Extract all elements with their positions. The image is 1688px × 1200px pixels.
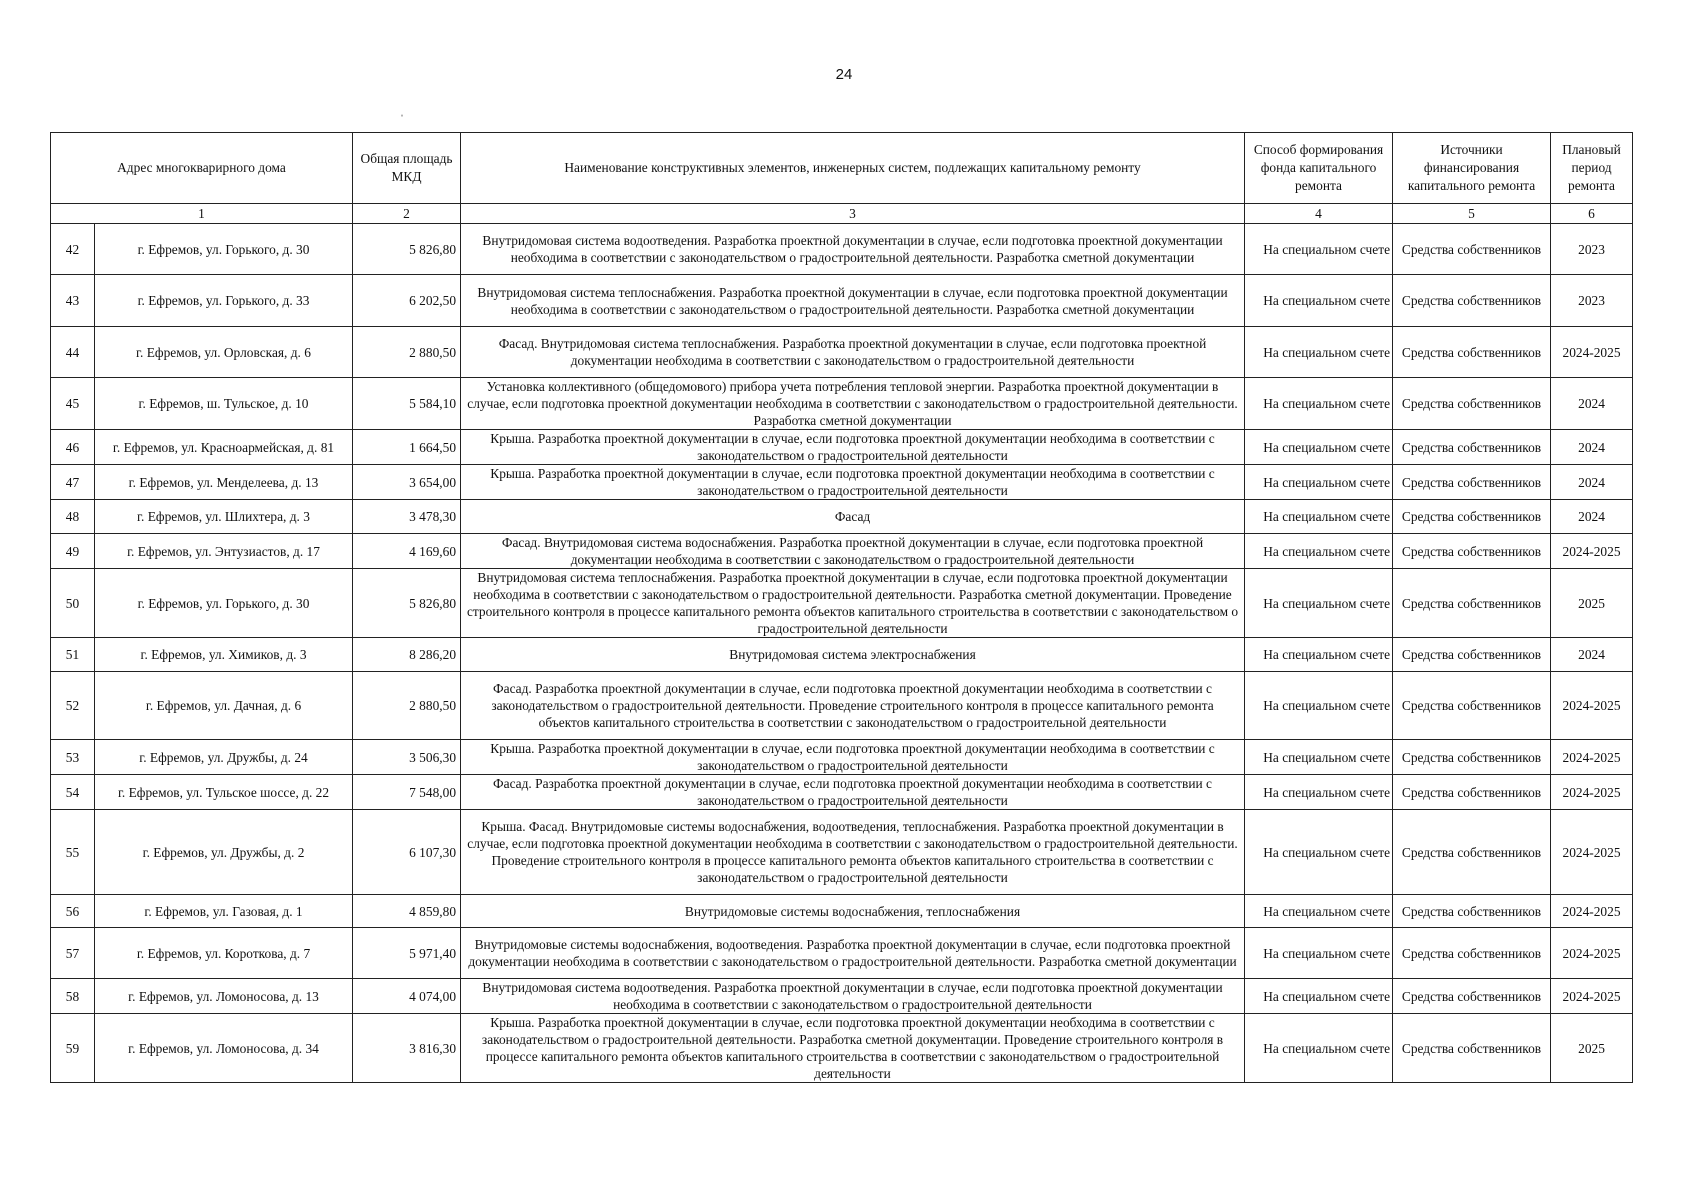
financing-source: Средства собственников (1393, 638, 1551, 672)
financing-source: Средства собственников (1393, 500, 1551, 534)
fund-method: На специальном счете (1245, 378, 1393, 430)
table-row (51, 775, 1633, 810)
total-area: 3 816,30 (353, 1014, 461, 1083)
repair-works: Фасад. Разработка проектной документации в случае, если подготовка проектной документации необходима в соответствии с законодательством о градостроительной деятельности. Проведение строительного контроля в процессе капитального ремонта объектов капитального строительства в соответствии с законодательством о градостроительной деятельности (461, 672, 1245, 740)
financing-source: Средства собственников (1393, 672, 1551, 740)
header-method: Способ формирования фонда капитального ремонта (1245, 133, 1393, 204)
table-row (51, 534, 1633, 569)
planned-period: 2024-2025 (1551, 740, 1633, 775)
planned-period: 2024 (1551, 500, 1633, 534)
table-row (51, 979, 1633, 1014)
table-row (51, 895, 1633, 928)
repair-works: Внутридомовая система электроснабжения (461, 638, 1245, 672)
table-row (51, 740, 1633, 775)
scan-mark: ˈ (400, 112, 404, 126)
repair-works: Внутридомовые системы водоснабжения, водоотведения. Разработка проектной документации в случае, если подготовка проектной документации необходима в соответствии с законодательством о градостроительной деятельности. Разработка сметной документации (461, 928, 1245, 979)
financing-source: Средства собственников (1393, 895, 1551, 928)
building-address: г. Ефремов, ул. Орловская, д. 6 (95, 327, 353, 378)
repair-works: Внутридомовая система теплоснабжения. Разработка проектной документации в случае, если подготовка проектной документации необходима в соответствии с законодательством о градостроительной деятельности. Разработка сметной документации (461, 275, 1245, 327)
table-row (51, 275, 1633, 327)
repair-works: Крыша. Фасад. Внутридомовые системы водоснабжения, водоотведения, теплоснабжения. Разработка проектной документации в случае, если подготовка проектной документации необходима в соответствии с законодательством о градостроительной деятельности. Проведение строительного контроля в процессе капитального ремонта объектов капитального строительства в соответствии с законодательством о градостроительной деятельности (461, 810, 1245, 895)
fund-method: На специальном счете (1245, 327, 1393, 378)
table-row (51, 327, 1633, 378)
financing-source: Средства собственников (1393, 378, 1551, 430)
table-row (51, 638, 1633, 672)
planned-period: 2024-2025 (1551, 534, 1633, 569)
financing-source: Средства собственников (1393, 465, 1551, 500)
table-row (51, 672, 1633, 740)
repair-works: Внутридомовые системы водоснабжения, теплоснабжения (461, 895, 1245, 928)
financing-source: Средства собственников (1393, 928, 1551, 979)
total-area: 7 548,00 (353, 775, 461, 810)
header-work: Наименование конструктивных элементов, инженерных систем, подлежащих капитальному ремонту (461, 133, 1245, 204)
fund-method: На специальном счете (1245, 224, 1393, 275)
financing-source: Средства собственников (1393, 569, 1551, 638)
building-address: г. Ефремов, ул. Дачная, д. 6 (95, 672, 353, 740)
building-address: г. Ефремов, ул. Горького, д. 30 (95, 569, 353, 638)
planned-period: 2024-2025 (1551, 928, 1633, 979)
fund-method: На специальном счете (1245, 810, 1393, 895)
fund-method: На специальном счете (1245, 895, 1393, 928)
fund-method: На специальном счете (1245, 638, 1393, 672)
financing-source: Средства собственников (1393, 810, 1551, 895)
building-address: г. Ефремов, ул. Горького, д. 30 (95, 224, 353, 275)
total-area: 6 107,30 (353, 810, 461, 895)
row-number: 58 (51, 979, 95, 1014)
total-area: 3 654,00 (353, 465, 461, 500)
header-area: Общая площадь МКД (353, 133, 461, 204)
row-number: 46 (51, 430, 95, 465)
repair-works: Фасад. Внутридомовая система водоснабжения. Разработка проектной документации в случае, если подготовка проектной документации необходима в соответствии с законодательством о градостроительной деятельности (461, 534, 1245, 569)
total-area: 5 584,10 (353, 378, 461, 430)
total-area: 2 880,50 (353, 327, 461, 378)
fund-method: На специальном счете (1245, 569, 1393, 638)
column-index-row (51, 204, 1633, 224)
planned-period: 2024 (1551, 465, 1633, 500)
planned-period: 2024 (1551, 430, 1633, 465)
planned-period: 2024 (1551, 638, 1633, 672)
row-number: 59 (51, 1014, 95, 1083)
total-area: 2 880,50 (353, 672, 461, 740)
table-row (51, 928, 1633, 979)
column-index: 3 (461, 204, 1245, 224)
repair-works: Фасад. Внутридомовая система теплоснабжения. Разработка проектной документации в случае, если подготовка проектной документации необходима в соответствии с законодательством о градостроительной деятельности (461, 327, 1245, 378)
total-area: 5 826,80 (353, 569, 461, 638)
table-row (51, 378, 1633, 430)
building-address: г. Ефремов, ул. Красноармейская, д. 81 (95, 430, 353, 465)
row-number: 42 (51, 224, 95, 275)
total-area: 1 664,50 (353, 430, 461, 465)
row-number: 53 (51, 740, 95, 775)
planned-period: 2024-2025 (1551, 775, 1633, 810)
table-row (51, 465, 1633, 500)
planned-period: 2023 (1551, 275, 1633, 327)
repair-works: Фасад. Разработка проектной документации в случае, если подготовка проектной документации необходима в соответствии с законодательством о градостроительной деятельности (461, 775, 1245, 810)
header-source: Источники финансирования капитального ремонта (1393, 133, 1551, 204)
fund-method: На специальном счете (1245, 430, 1393, 465)
table-row (51, 224, 1633, 275)
planned-period: 2024-2025 (1551, 895, 1633, 928)
repair-works: Крыша. Разработка проектной документации в случае, если подготовка проектной документации необходима в соответствии с законодательством о градостроительной деятельности (461, 740, 1245, 775)
financing-source: Средства собственников (1393, 327, 1551, 378)
total-area: 4 859,80 (353, 895, 461, 928)
repair-works: Внутридомовая система теплоснабжения. Разработка проектной документации в случае, если подготовка проектной документации необходима в соответствии с законодательством о градостроительной деятельности. Разработка сметной документации. Проведение строительного контроля в процессе капитального ремонта объектов капитального строительства в соответствии с законодательством о градостроительной деятельности (461, 569, 1245, 638)
total-area: 5 826,80 (353, 224, 461, 275)
financing-source: Средства собственников (1393, 224, 1551, 275)
table-row (51, 810, 1633, 895)
total-area: 4 074,00 (353, 979, 461, 1014)
header-row (51, 133, 1633, 204)
repair-works: Внутридомовая система водоотведения. Разработка проектной документации в случае, если подготовка проектной документации необходима в соответствии с законодательством о градостроительной деятельности. Разработка сметной документации (461, 224, 1245, 275)
planned-period: 2024-2025 (1551, 810, 1633, 895)
repair-works: Установка коллективного (общедомового) прибора учета потребления тепловой энергии. Разработка проектной документации в случае, если подготовка проектной документации необходима в соответствии с законодательством о градостроительной деятельности. Разработка сметной документации (461, 378, 1245, 430)
building-address: г. Ефремов, ул. Короткова, д. 7 (95, 928, 353, 979)
repair-works: Фасад (461, 500, 1245, 534)
building-address: г. Ефремов, ул. Тульское шоссе, д. 22 (95, 775, 353, 810)
repair-works: Внутридомовая система водоотведения. Разработка проектной документации в случае, если подготовка проектной документации необходима в соответствии с законодательством о градостроительной деятельности (461, 979, 1245, 1014)
total-area: 6 202,50 (353, 275, 461, 327)
header-address: Адрес многокварирного дома (51, 133, 353, 204)
building-address: г. Ефремов, ул. Менделеева, д. 13 (95, 465, 353, 500)
column-index: 2 (353, 204, 461, 224)
column-index: 1 (51, 204, 353, 224)
total-area: 5 971,40 (353, 928, 461, 979)
row-number: 52 (51, 672, 95, 740)
building-address: г. Ефремов, ул. Дружбы, д. 24 (95, 740, 353, 775)
repair-register-table (50, 132, 1633, 1083)
building-address: г. Ефремов, ул. Горького, д. 33 (95, 275, 353, 327)
row-number: 54 (51, 775, 95, 810)
fund-method: На специальном счете (1245, 500, 1393, 534)
building-address: г. Ефремов, ш. Тульское, д. 10 (95, 378, 353, 430)
total-area: 4 169,60 (353, 534, 461, 569)
fund-method: На специальном счете (1245, 928, 1393, 979)
repair-works: Крыша. Разработка проектной документации в случае, если подготовка проектной документации необходима в соответствии с законодательством о градостроительной деятельности (461, 430, 1245, 465)
table-row (51, 430, 1633, 465)
table-body (51, 224, 1633, 1083)
fund-method: На специальном счете (1245, 465, 1393, 500)
fund-method: На специальном счете (1245, 775, 1393, 810)
fund-method: На специальном счете (1245, 534, 1393, 569)
row-number: 48 (51, 500, 95, 534)
page-number: 24 (835, 66, 853, 83)
row-number: 50 (51, 569, 95, 638)
building-address: г. Ефремов, ул. Энтузиастов, д. 17 (95, 534, 353, 569)
row-number: 56 (51, 895, 95, 928)
building-address: г. Ефремов, ул. Ломоносова, д. 34 (95, 1014, 353, 1083)
financing-source: Средства собственников (1393, 775, 1551, 810)
total-area: 3 506,30 (353, 740, 461, 775)
column-index: 6 (1551, 204, 1633, 224)
building-address: г. Ефремов, ул. Дружбы, д. 2 (95, 810, 353, 895)
row-number: 55 (51, 810, 95, 895)
column-index: 4 (1245, 204, 1393, 224)
row-number: 49 (51, 534, 95, 569)
row-number: 57 (51, 928, 95, 979)
financing-source: Средства собственников (1393, 740, 1551, 775)
fund-method: На специальном счете (1245, 740, 1393, 775)
planned-period: 2024-2025 (1551, 979, 1633, 1014)
planned-period: 2024 (1551, 378, 1633, 430)
building-address: г. Ефремов, ул. Химиков, д. 3 (95, 638, 353, 672)
planned-period: 2025 (1551, 1014, 1633, 1083)
fund-method: На специальном счете (1245, 1014, 1393, 1083)
row-number: 43 (51, 275, 95, 327)
total-area: 8 286,20 (353, 638, 461, 672)
planned-period: 2025 (1551, 569, 1633, 638)
building-address: г. Ефремов, ул. Газовая, д. 1 (95, 895, 353, 928)
repair-works: Крыша. Разработка проектной документации в случае, если подготовка проектной документации необходима в соответствии с законодательством о градостроительной деятельности. Разработка сметной документации. Проведение строительного контроля в процессе капитального ремонта объектов капитального строительства в соответствии с законодательством о градостроительной деятельности (461, 1014, 1245, 1083)
fund-method: На специальном счете (1245, 979, 1393, 1014)
fund-method: На специальном счете (1245, 672, 1393, 740)
building-address: г. Ефремов, ул. Ломоносова, д. 13 (95, 979, 353, 1014)
planned-period: 2024-2025 (1551, 672, 1633, 740)
row-number: 51 (51, 638, 95, 672)
financing-source: Средства собственников (1393, 979, 1551, 1014)
total-area: 3 478,30 (353, 500, 461, 534)
row-number: 47 (51, 465, 95, 500)
planned-period: 2023 (1551, 224, 1633, 275)
planned-period: 2024-2025 (1551, 327, 1633, 378)
table-row (51, 1014, 1633, 1083)
financing-source: Средства собственников (1393, 1014, 1551, 1083)
table-row (51, 500, 1633, 534)
financing-source: Средства собственников (1393, 275, 1551, 327)
row-number: 45 (51, 378, 95, 430)
table-row (51, 569, 1633, 638)
financing-source: Средства собственников (1393, 534, 1551, 569)
row-number: 44 (51, 327, 95, 378)
building-address: г. Ефремов, ул. Шлихтера, д. 3 (95, 500, 353, 534)
header-period: Плановый период ремонта (1551, 133, 1633, 204)
repair-works: Крыша. Разработка проектной документации в случае, если подготовка проектной документации необходима в соответствии с законодательством о градостроительной деятельности (461, 465, 1245, 500)
fund-method: На специальном счете (1245, 275, 1393, 327)
financing-source: Средства собственников (1393, 430, 1551, 465)
column-index: 5 (1393, 204, 1551, 224)
